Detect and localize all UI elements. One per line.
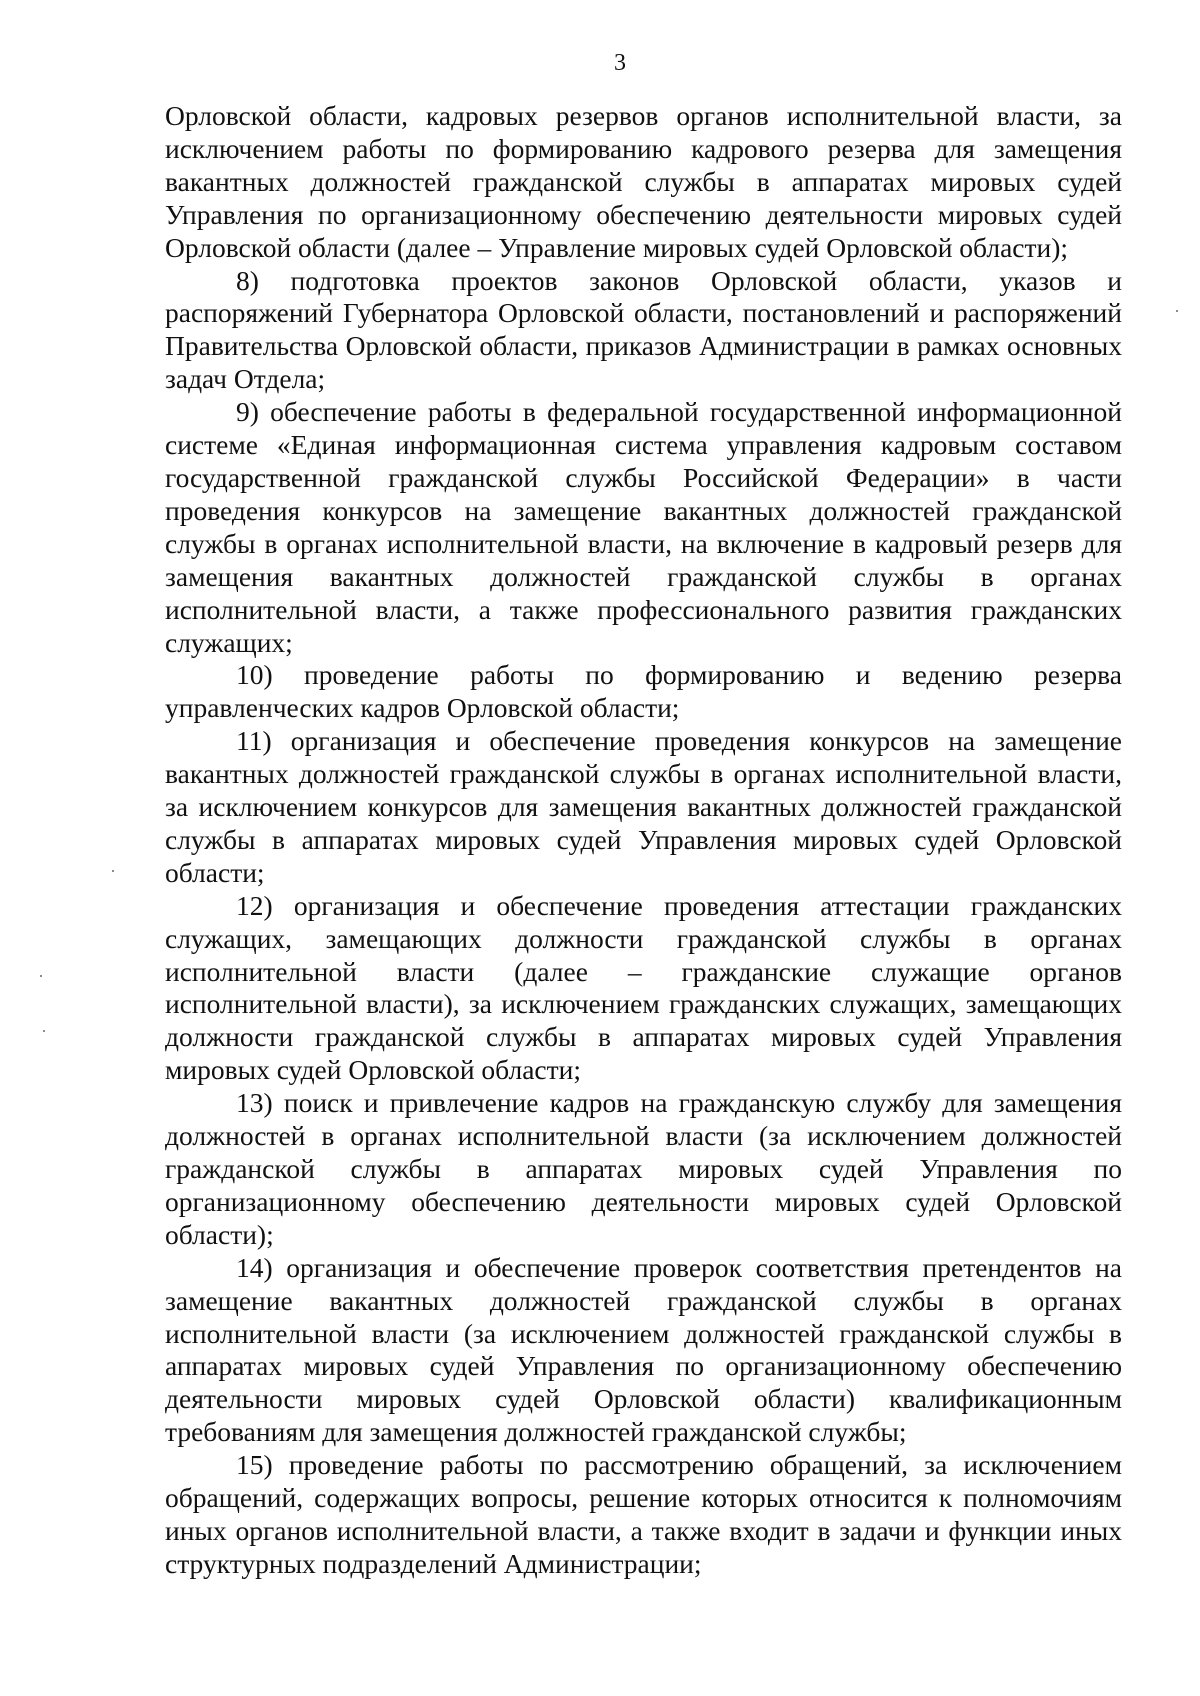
list-item-8: 8) подготовка проектов законов Орловской области, указов и распоряжений Губернатора Орловской области, постановлений и распоряжений Правительства Орловской области, приказов Администрации в рамках основных задач Отдела; <box>165 264 1122 395</box>
list-item-10: 10) проведение работы по формированию и ведению резерва управленческих кадров Орловской области; <box>165 659 1122 724</box>
list-item-14: 14) организация и обеспечение проверок соответствия претендентов на замещение вакантных должностей гражданской службы в органах исполнительной власти (за исключением должностей гражданской службы в аппаратах мировых судей Управления по организационному обеспечению деятельности мировых судей Орловской области) квалификационным требованиям для замещения должностей гражданской службы; <box>165 1251 1122 1448</box>
list-item-15: 15) проведение работы по рассмотрению обращений, за исключением обращений, содержащих вопросы, решение которых относится к полномочиям иных органов исполнительной власти, а также входит в задачи и функции иных структурных подразделений Администрации; <box>165 1449 1122 1579</box>
page-number: 3 <box>614 50 626 76</box>
list-item-12: 12) организация и обеспечение проведения аттестации гражданских служащих, замещающих должности гражданской службы в органах исполнительной власти (далее – гражданские служащие органов исполнительной власти), за исключением гражданских служащих, замещающих должности гражданской службы в аппаратах мировых судей Управления мировых судей Орловской области; <box>165 889 1122 1086</box>
document-body <box>165 100 1122 1581</box>
paragraph-continuation: Орловской области, кадровых резервов органов исполнительной власти, за исключением работы по формированию кадрового резерва для замещения вакантных должностей гражданской службы в аппаратах мировых судей Управления по организационному обеспечению деятельности мировых судей Орловской области (далее – Управление мировых судей Орловской области); <box>165 100 1122 263</box>
scan-speck <box>43 1030 45 1032</box>
list-item-9: 9) обеспечение работы в федеральной государственной информационной системе «Единая информационная система управления кадровым составом государственной гражданской службы Российской Федерации» в части проведения конкурсов на замещение вакантных должностей гражданской службы в органах исполнительной власти, на включение в кадровый резерв для замещения вакантных должностей гражданской службы в органах исполнительной власти, а также профессионального развития гражданских служащих; <box>165 396 1122 658</box>
list-item-11: 11) организация и обеспечение проведения конкурсов на замещение вакантных должностей гражданской службы в органах исполнительной власти, за исключением конкурсов для замещения вакантных должностей гражданской службы в аппаратах мировых судей Управления мировых судей Орловской области; <box>165 725 1122 888</box>
list-item-13: 13) поиск и привлечение кадров на гражданскую службу для замещения должностей в органах исполнительной власти (за исключением должностей гражданской службы в аппаратах мировых судей Управления по организационному обеспечению деятельности мировых судей Орловской области); <box>165 1087 1122 1250</box>
scan-speck <box>1176 310 1178 312</box>
scan-speck <box>112 870 114 872</box>
scan-speck <box>40 975 42 977</box>
